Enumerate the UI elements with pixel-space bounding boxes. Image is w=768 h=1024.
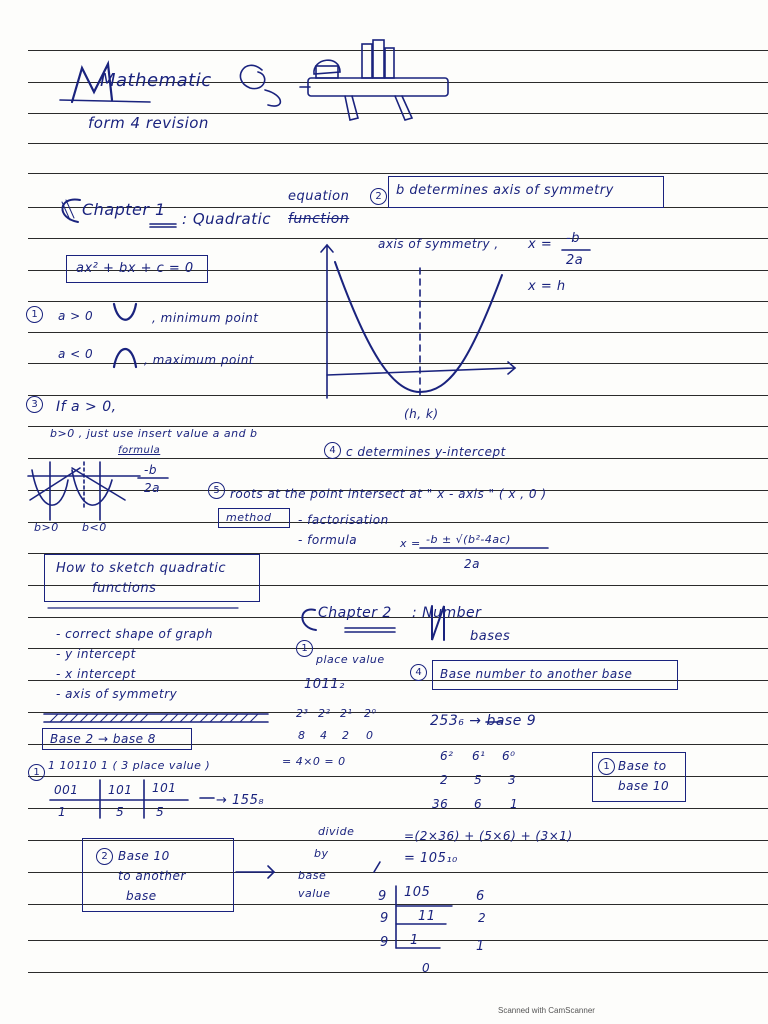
by-label: by (314, 847, 329, 860)
chapter1-subtitle: : Quadratic (182, 210, 272, 228)
point3-text: If a > 0, (56, 399, 117, 415)
a-negative: a < 0 (58, 347, 94, 361)
quadratic-equation: ax² + bx + c = 0 (76, 261, 194, 276)
point1-number: 1 (26, 306, 43, 323)
page-title: Mathematic (100, 70, 212, 91)
power-label: 2² (318, 707, 331, 720)
base8-result: → 155₈ (216, 793, 265, 808)
axis-symmetry-text: axis of symmetry , (378, 237, 499, 251)
ruled-line (28, 808, 768, 809)
place-value-digit: 0 (366, 729, 374, 742)
base-to-10-line1: Base to (618, 759, 667, 773)
b-positive-note: b>0 , just use insert value a and b (50, 427, 258, 440)
base-to-10-line2: base 10 (618, 779, 670, 793)
conversion-digit: 5 (474, 773, 483, 787)
b-positive-label: b>0 (34, 521, 59, 534)
place-value-number: 1 (296, 640, 313, 657)
power-label: 2¹ (340, 707, 353, 720)
point5-text: roots at the point intersect at " x - axis " ( x , 0 ) (230, 487, 547, 501)
place-value-calc: = 4×0 = 0 (282, 755, 346, 768)
ruled-line (28, 522, 768, 523)
sketch-item: - axis of symmetry (56, 687, 178, 701)
base10-line3: base (126, 889, 157, 903)
point2-number: 2 (370, 188, 387, 205)
ruled-line (28, 50, 768, 51)
point2-text: b determines axis of symmetry (396, 183, 614, 198)
conversion-digit: 2 (440, 773, 449, 787)
two-a-label: 2a (144, 481, 160, 495)
division-remainder: 1 (476, 939, 485, 954)
base2-to-base8-label: Base 2 → base 8 (50, 732, 156, 746)
power-label: 2⁰ (364, 707, 377, 720)
chapter1-title: Chapter 1 (82, 200, 166, 219)
point4-text: c determines y-intercept (346, 445, 506, 459)
base-to-10-number: 1 (598, 758, 615, 775)
quad-formula-den: 2a (464, 557, 480, 571)
conversion-value: 1 (510, 797, 519, 811)
place-value-digit: 2 (342, 729, 350, 742)
example-number: 1 (28, 764, 45, 781)
conversion-digit: 3 (508, 773, 517, 787)
power-label: 2³ (296, 707, 309, 720)
place-value-text: place value (316, 653, 385, 666)
division-final-zero: 0 (422, 961, 431, 975)
ruled-line (28, 648, 768, 649)
binary-number: 1011₂ (304, 677, 345, 692)
method-formula: - formula (298, 533, 358, 547)
ruled-line (28, 143, 768, 144)
method-factorisation: - factorisation (298, 513, 389, 527)
group-value: 1 (58, 805, 67, 819)
binary-group: 101 (152, 781, 177, 795)
point4-number: 4 (324, 442, 341, 459)
page-subtitle: form 4 revision (88, 114, 209, 132)
conversion-power: 6⁰ (502, 749, 516, 763)
formula-word: formula (118, 445, 161, 456)
sketch-item: - x intercept (56, 667, 136, 681)
division-remainder: 2 (478, 911, 487, 925)
group-value: 5 (116, 805, 125, 819)
binary-group: 001 (54, 783, 79, 797)
division-divisor: 9 (378, 889, 387, 904)
point3-number: 3 (26, 396, 43, 413)
neg-b-label: -b (144, 463, 157, 477)
ruled-line (28, 940, 768, 941)
division-divisor: 9 (380, 911, 389, 926)
binary-example: 1 10110 1 ( 3 place value ) (48, 759, 211, 772)
place-value-digit: 4 (320, 729, 328, 742)
division-dividend: 1 (410, 933, 419, 948)
ruled-line (28, 972, 768, 973)
sketch-item: - correct shape of graph (56, 627, 213, 641)
minimum-point-text: , minimum point (152, 311, 259, 325)
conversion-power: 6¹ (472, 749, 486, 763)
ruled-line (28, 712, 768, 713)
scanner-watermark: Scanned with CamScanner (498, 1006, 595, 1015)
inserted-word: equation (288, 189, 350, 204)
division-divisor: 9 (380, 935, 389, 950)
division-dividend: 105 (404, 885, 431, 900)
ruled-line (28, 301, 768, 302)
vertex-label: (h, k) (404, 407, 439, 421)
ruled-line (28, 332, 768, 333)
struck-word: function (288, 211, 350, 227)
place-value-digit: 8 (298, 729, 306, 742)
division-dividend: 11 (418, 909, 436, 924)
sketch-title-line2: functions (92, 581, 157, 596)
sum-result: = 105₁₀ (404, 851, 458, 866)
conversion-power: 6² (440, 749, 454, 763)
base-value-label2: value (298, 887, 331, 900)
method-label: method (226, 511, 272, 524)
quad-formula-lhs: x = (400, 537, 421, 550)
base10-number: 2 (96, 848, 113, 865)
base-value-label1: base (298, 869, 327, 882)
base10-line1: Base 10 (118, 849, 170, 863)
ruled-line (28, 395, 768, 396)
ruled-line (28, 617, 768, 618)
binary-group: 101 (108, 783, 133, 797)
chapter2-point4-number: 4 (410, 664, 427, 681)
sketch-title-line1: How to sketch quadratic (56, 561, 226, 576)
group-value: 5 (156, 805, 165, 819)
ruled-line (28, 173, 768, 174)
conversion-value: 6 (474, 797, 483, 811)
divide-label: divide (318, 825, 355, 838)
chapter2-title: Chapter 2 (318, 605, 392, 621)
conversion-example: 253₆ → base 9 (430, 713, 537, 729)
a-positive: a > 0 (58, 309, 94, 323)
axis-formula-den: 2a (566, 253, 584, 268)
x-equals-h: x = h (528, 279, 566, 294)
conversion-value: 36 (432, 797, 449, 811)
point5-number: 5 (208, 482, 225, 499)
ruled-line (28, 363, 768, 364)
b-negative-label: b<0 (82, 521, 107, 534)
maximum-point-text: , maximum point (144, 353, 255, 367)
chapter2-subtitle-second: bases (470, 629, 511, 644)
sketch-item: - y intercept (56, 647, 136, 661)
sum-expression: =(2×36) + (5×6) + (3×1) (404, 829, 573, 843)
chapter2-point4-text: Base number to another base (440, 667, 633, 681)
chapter2-subtitle: : Number (412, 605, 482, 621)
axis-formula-lhs: x = (528, 237, 553, 252)
base10-line2: to another (118, 869, 186, 883)
division-remainder: 6 (476, 889, 485, 904)
quad-formula-num: -b ± √(b²-4ac) (426, 533, 511, 546)
axis-formula-num: -b (566, 231, 580, 246)
